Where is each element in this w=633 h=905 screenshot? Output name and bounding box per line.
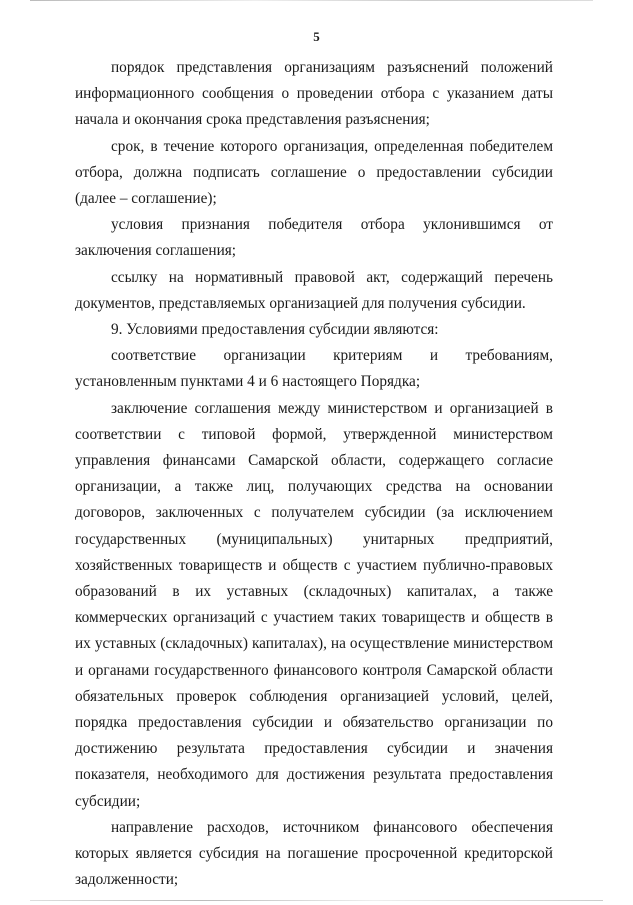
- document-body: [75, 55, 553, 894]
- scan-edge-top: [30, 0, 593, 1]
- scan-edge-bottom: [30, 900, 603, 901]
- paragraph-clarification-procedure: порядок представления организациям разъяснений положений информационного сообщения о проведении отбора с указанием даты начала и окончания срока представления разъяснения;: [75, 59, 553, 129]
- paragraph-criteria-compliance: соответствие организации критериям и требованиям, установленным пунктами 4 и 6 настоящего Порядка;: [75, 347, 553, 391]
- paragraph-agreement-deadline: срок, в течение которого организация, определенная победителем отбора, должна подписать соглашение о предоставлении субсидии (далее – соглашение);: [75, 137, 553, 208]
- paragraph-item-9-heading: 9. Условиями предоставления субсидии являются:: [111, 321, 439, 339]
- paragraph-evasion-conditions: условия признания победителя отбора уклонившимся от заключения соглашения;: [75, 216, 553, 260]
- page-number: 5: [313, 29, 320, 44]
- paragraph-expense-direction: направление расходов, источником финансового обеспечения которых является субсидия на погашение просроченной кредиторской задолженности;: [75, 818, 553, 889]
- paragraph-agreement-conclusion: заключение соглашения между министерством и организацией в соответствии с типовой формой, утвержденной министерством управления финансами Самарской области, содержащего согласие организации, а также лиц, получающих средства на основании договоров, заключенных с получателем субсидии (за исключением государственных (муниципальных) унитарных предприятий, хозяйственных товариществ и обществ с участием публично-правовых образований в их уставных (складочных) капиталах, а также коммерческих организаций с участием таких товариществ и обществ в их уставных (складочных) капиталах), на осуществление министерством и органами государственного финансового контроля Самарской области обязательных проверок соблюдения организацией условий, целей, порядка предоставления субсидии и обязательство организации по достижению результата предоставления субсидии и значения показателя, необходимого для достижения результата предоставления субсидии;: [75, 399, 553, 810]
- paragraph-normative-act-reference: ссылку на нормативный правовой акт, содержащий перечень документов, представляемых организацией для получения субсидии.: [75, 268, 553, 312]
